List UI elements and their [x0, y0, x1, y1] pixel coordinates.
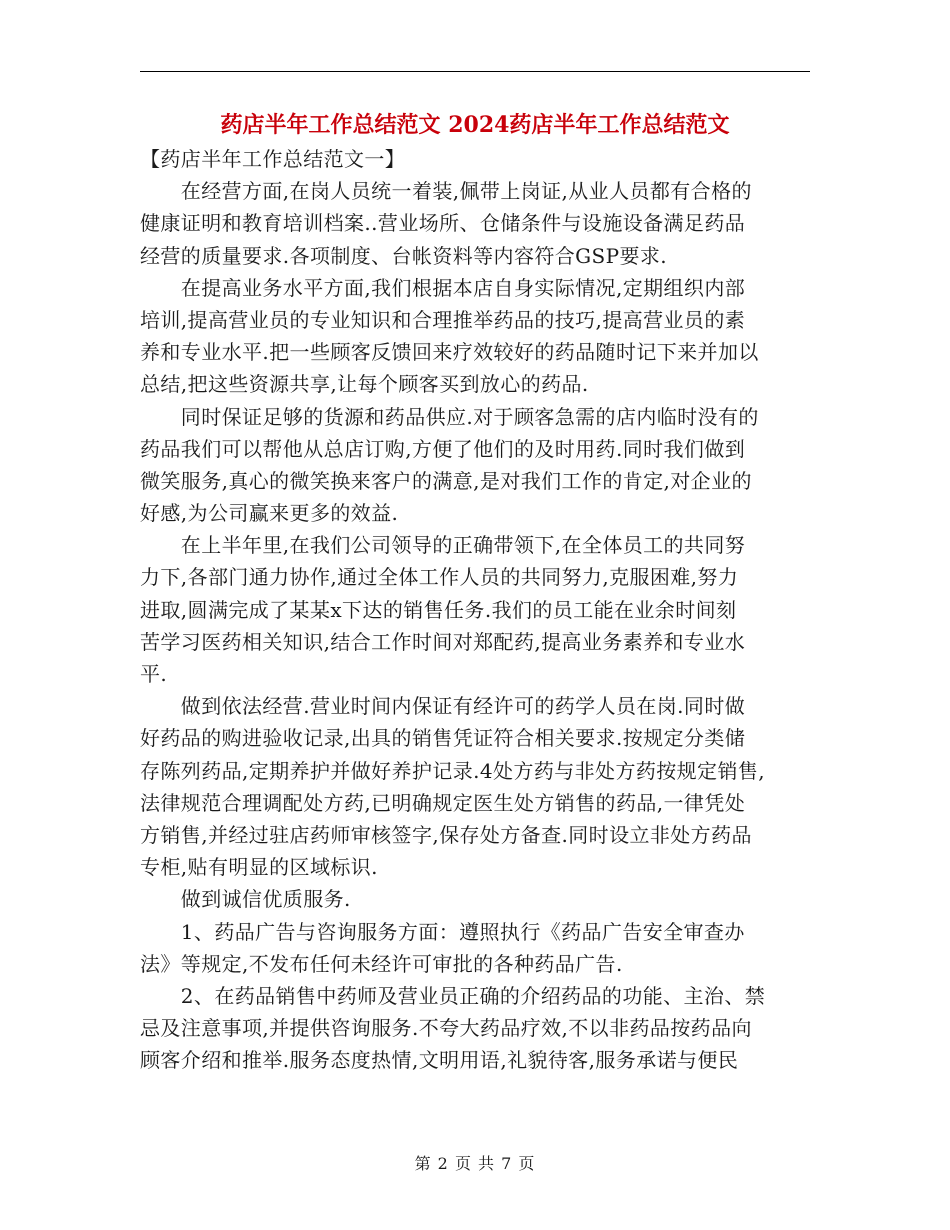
body-line: 健康证明和教育培训档案..营业场所、仓储条件与设施设备满足药品: [140, 211, 746, 236]
body-line: 总结,把这些资源共享,让每个顾客买到放心的药品.: [140, 372, 589, 397]
body-line: 在提高业务水平方面,我们根据本店自身实际情况,定期组织内部: [140, 275, 746, 300]
body-line: 苦学习医药相关知识,结合工作时间对郑配药,提高业务素养和专业水: [140, 629, 746, 654]
body-line: 存陈列药品,定期养护并做好养护记录.4处方药与非处方药按规定销售,: [140, 758, 765, 783]
body-line: 在经营方面,在岗人员统一着装,佩带上岗证,从业人员都有合格的: [140, 179, 752, 204]
body-line: 微笑服务,真心的微笑换来客户的满意,是对我们工作的肯定,对企业的: [140, 468, 752, 493]
body-line: 顾客介绍和推举.服务态度热情,文明用语,礼貌待客,服务承诺与便民: [140, 1048, 739, 1073]
body-line: 做到依法经营.营业时间内保证有经许可的药学人员在岗.同时做: [140, 694, 746, 719]
body-line: 1、药品广告与咨询服务方面：遵照执行《药品广告安全审查办: [140, 919, 745, 944]
body-line: 方销售,并经过驻店药师审核签字,保存处方备查.同时设立非处方药品: [140, 822, 752, 847]
body-line: 好感,为公司赢来更多的效益.: [140, 501, 399, 526]
body-line: 法》等规定,不发布任何未经许可审批的各种药品广告.: [140, 951, 623, 976]
body-line: 养和专业水平.把一些顾客反馈回来疗效较好的药品随时记下来并加以: [140, 340, 759, 365]
page-indicator: 第 2 页 共 7 页: [414, 1154, 536, 1173]
body-line: 药品我们可以帮他从总店订购,方便了他们的及时用药.同时我们做到: [140, 436, 746, 461]
body-line: 好药品的购进验收记录,出具的销售凭证符合相关要求.按规定分类储: [140, 726, 746, 751]
body-line: 进取,圆满完成了某某x下达的销售任务.我们的员工能在业余时间刻: [140, 597, 737, 622]
body-line: 做到诚信优质服务.: [140, 887, 351, 912]
body-line: 培训,提高营业员的专业知识和合理推举药品的技巧,提高营业员的素: [140, 307, 746, 332]
body-line: 忌及注意事项,并提供咨询服务.不夸大药品疗效,不以非药品按药品向: [140, 1016, 752, 1041]
body-line: 专柜,贴有明显的区域标识.: [140, 855, 378, 880]
body-line: 同时保证足够的货源和药品供应.对于顾客急需的店内临时没有的: [140, 404, 759, 429]
body-line: 平.: [140, 662, 168, 686]
header-rule: [140, 71, 810, 72]
body-line: 【药店半年工作总结范文一】: [140, 147, 406, 171]
body-line: 法律规范合理调配处方药,已明确规定医生处方销售的药品,一律凭处: [140, 790, 746, 815]
body-line: 经营的质量要求.各项制度、台帐资料等内容符合GSP要求.: [140, 243, 668, 268]
document-body: [140, 143, 812, 1076]
body-line: 力下,各部门通力协作,通过全体工作人员的共同努力,克服困难,努力: [140, 565, 739, 590]
body-line: 在上半年里,在我们公司领导的正确带领下,在全体员工的共同努: [140, 533, 746, 558]
document-title: 药店半年工作总结范文 2024药店半年工作总结范文: [220, 112, 730, 138]
body-line: 2、在药品销售中药师及营业员正确的介绍药品的功能、主治、禁: [140, 983, 766, 1008]
